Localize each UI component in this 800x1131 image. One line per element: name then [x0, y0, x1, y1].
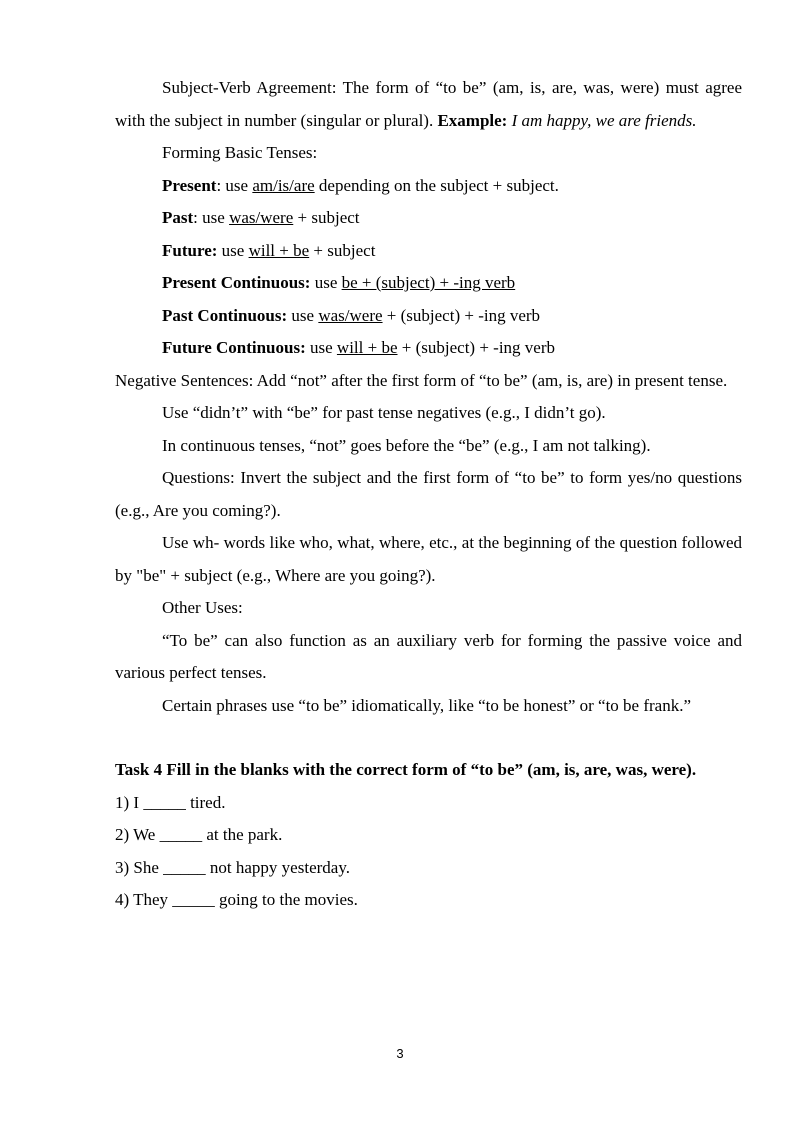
tense-item-future [115, 235, 742, 268]
page-content [115, 72, 742, 917]
exercise-item: 2) We _____ at the park. [115, 825, 283, 844]
page-number: 3 [396, 1046, 404, 1061]
section-gap [115, 722, 742, 754]
tense-item-past [115, 202, 742, 235]
tense-mid: use [305, 338, 337, 357]
tense-label: Past [162, 208, 194, 227]
tense-label: Present [162, 175, 217, 195]
tense-rest: depending on the subject + subject. [314, 175, 559, 195]
example-text: I am happy, we are friends. [507, 110, 697, 130]
tense-list [115, 170, 742, 365]
negative-sentences-paragraph: Negative Sentences: Add “not” after the first form of “to be” (am, is, are) in present tense. [115, 370, 728, 390]
task-heading-text: Task 4 Fill in the blanks with the correct form of “to be” (am, is, are, was, were). [115, 760, 697, 779]
tense-form: was/were [318, 305, 383, 325]
tense-rest: + subject [309, 240, 376, 260]
subject-verb-agreement-paragraph [115, 72, 742, 137]
example-label: Example: [437, 110, 508, 130]
tense-mid: : use [216, 175, 253, 195]
exercise-item: 3) She _____ not happy yesterday. [115, 857, 350, 877]
task-heading [115, 754, 742, 787]
other-uses-heading: Other Uses: [162, 598, 243, 617]
tense-form: am/is/are [252, 175, 315, 195]
tense-mid: use [310, 273, 342, 292]
wh-words-paragraph: Use wh- words like who, what, where, etc., at the beginning of the question followed by "be" + subject (e.g., Where are you going?). [115, 533, 742, 585]
exercise-item: 1) I _____ tired. [115, 792, 226, 812]
tense-form: be + (subject) + -ing verb [341, 273, 516, 292]
forming-tenses-heading: Forming Basic Tenses: [162, 143, 318, 162]
tense-rest: + subject [293, 208, 360, 227]
auxiliary-paragraph: “To be” can also function as an auxiliary verb for forming the passive voice and various perfect tenses. [115, 630, 742, 682]
tense-rest: + (subject) + -ing verb [397, 338, 556, 357]
continuous-negative-paragraph: In continuous tenses, “not” goes before the “be” (e.g., I am not talking). [162, 435, 651, 455]
tense-item-future-continuous [115, 332, 742, 365]
exercise-list [115, 787, 742, 917]
questions-paragraph: Questions: Invert the subject and the first form of “to be” to form yes/no questions (e.g., Are you coming?). [115, 468, 742, 520]
exercise-item: 4) They _____ going to the movies. [115, 890, 358, 909]
tense-label: Present Continuous: [162, 273, 311, 292]
tense-item-present [115, 170, 742, 203]
tense-rest: + (subject) + -ing verb [382, 305, 541, 325]
tense-label: Future Continuous: [162, 338, 306, 357]
tense-label: Future: [162, 240, 218, 260]
tense-mid: use [217, 240, 249, 260]
tense-form: will + be [248, 240, 310, 260]
idiom-paragraph: Certain phrases use “to be” idiomatically, like “to be honest” or “to be frank.” [162, 695, 692, 715]
tense-mid: use [287, 305, 319, 325]
tense-mid: : use [193, 208, 230, 227]
didnt-paragraph: Use “didn’t” with “be” for past tense negatives (e.g., I didn’t go). [162, 403, 606, 422]
tense-item-past-continuous [115, 300, 742, 333]
agreement-text: Subject-Verb Agreement: The form of “to be” (am, is, are, was, were) must agree with the subject in number (singular or plural). [115, 78, 742, 130]
tense-label: Past Continuous: [162, 305, 288, 325]
tense-form: will + be [336, 338, 398, 357]
tense-item-present-continuous [115, 267, 742, 300]
tense-form: was/were [229, 208, 294, 227]
